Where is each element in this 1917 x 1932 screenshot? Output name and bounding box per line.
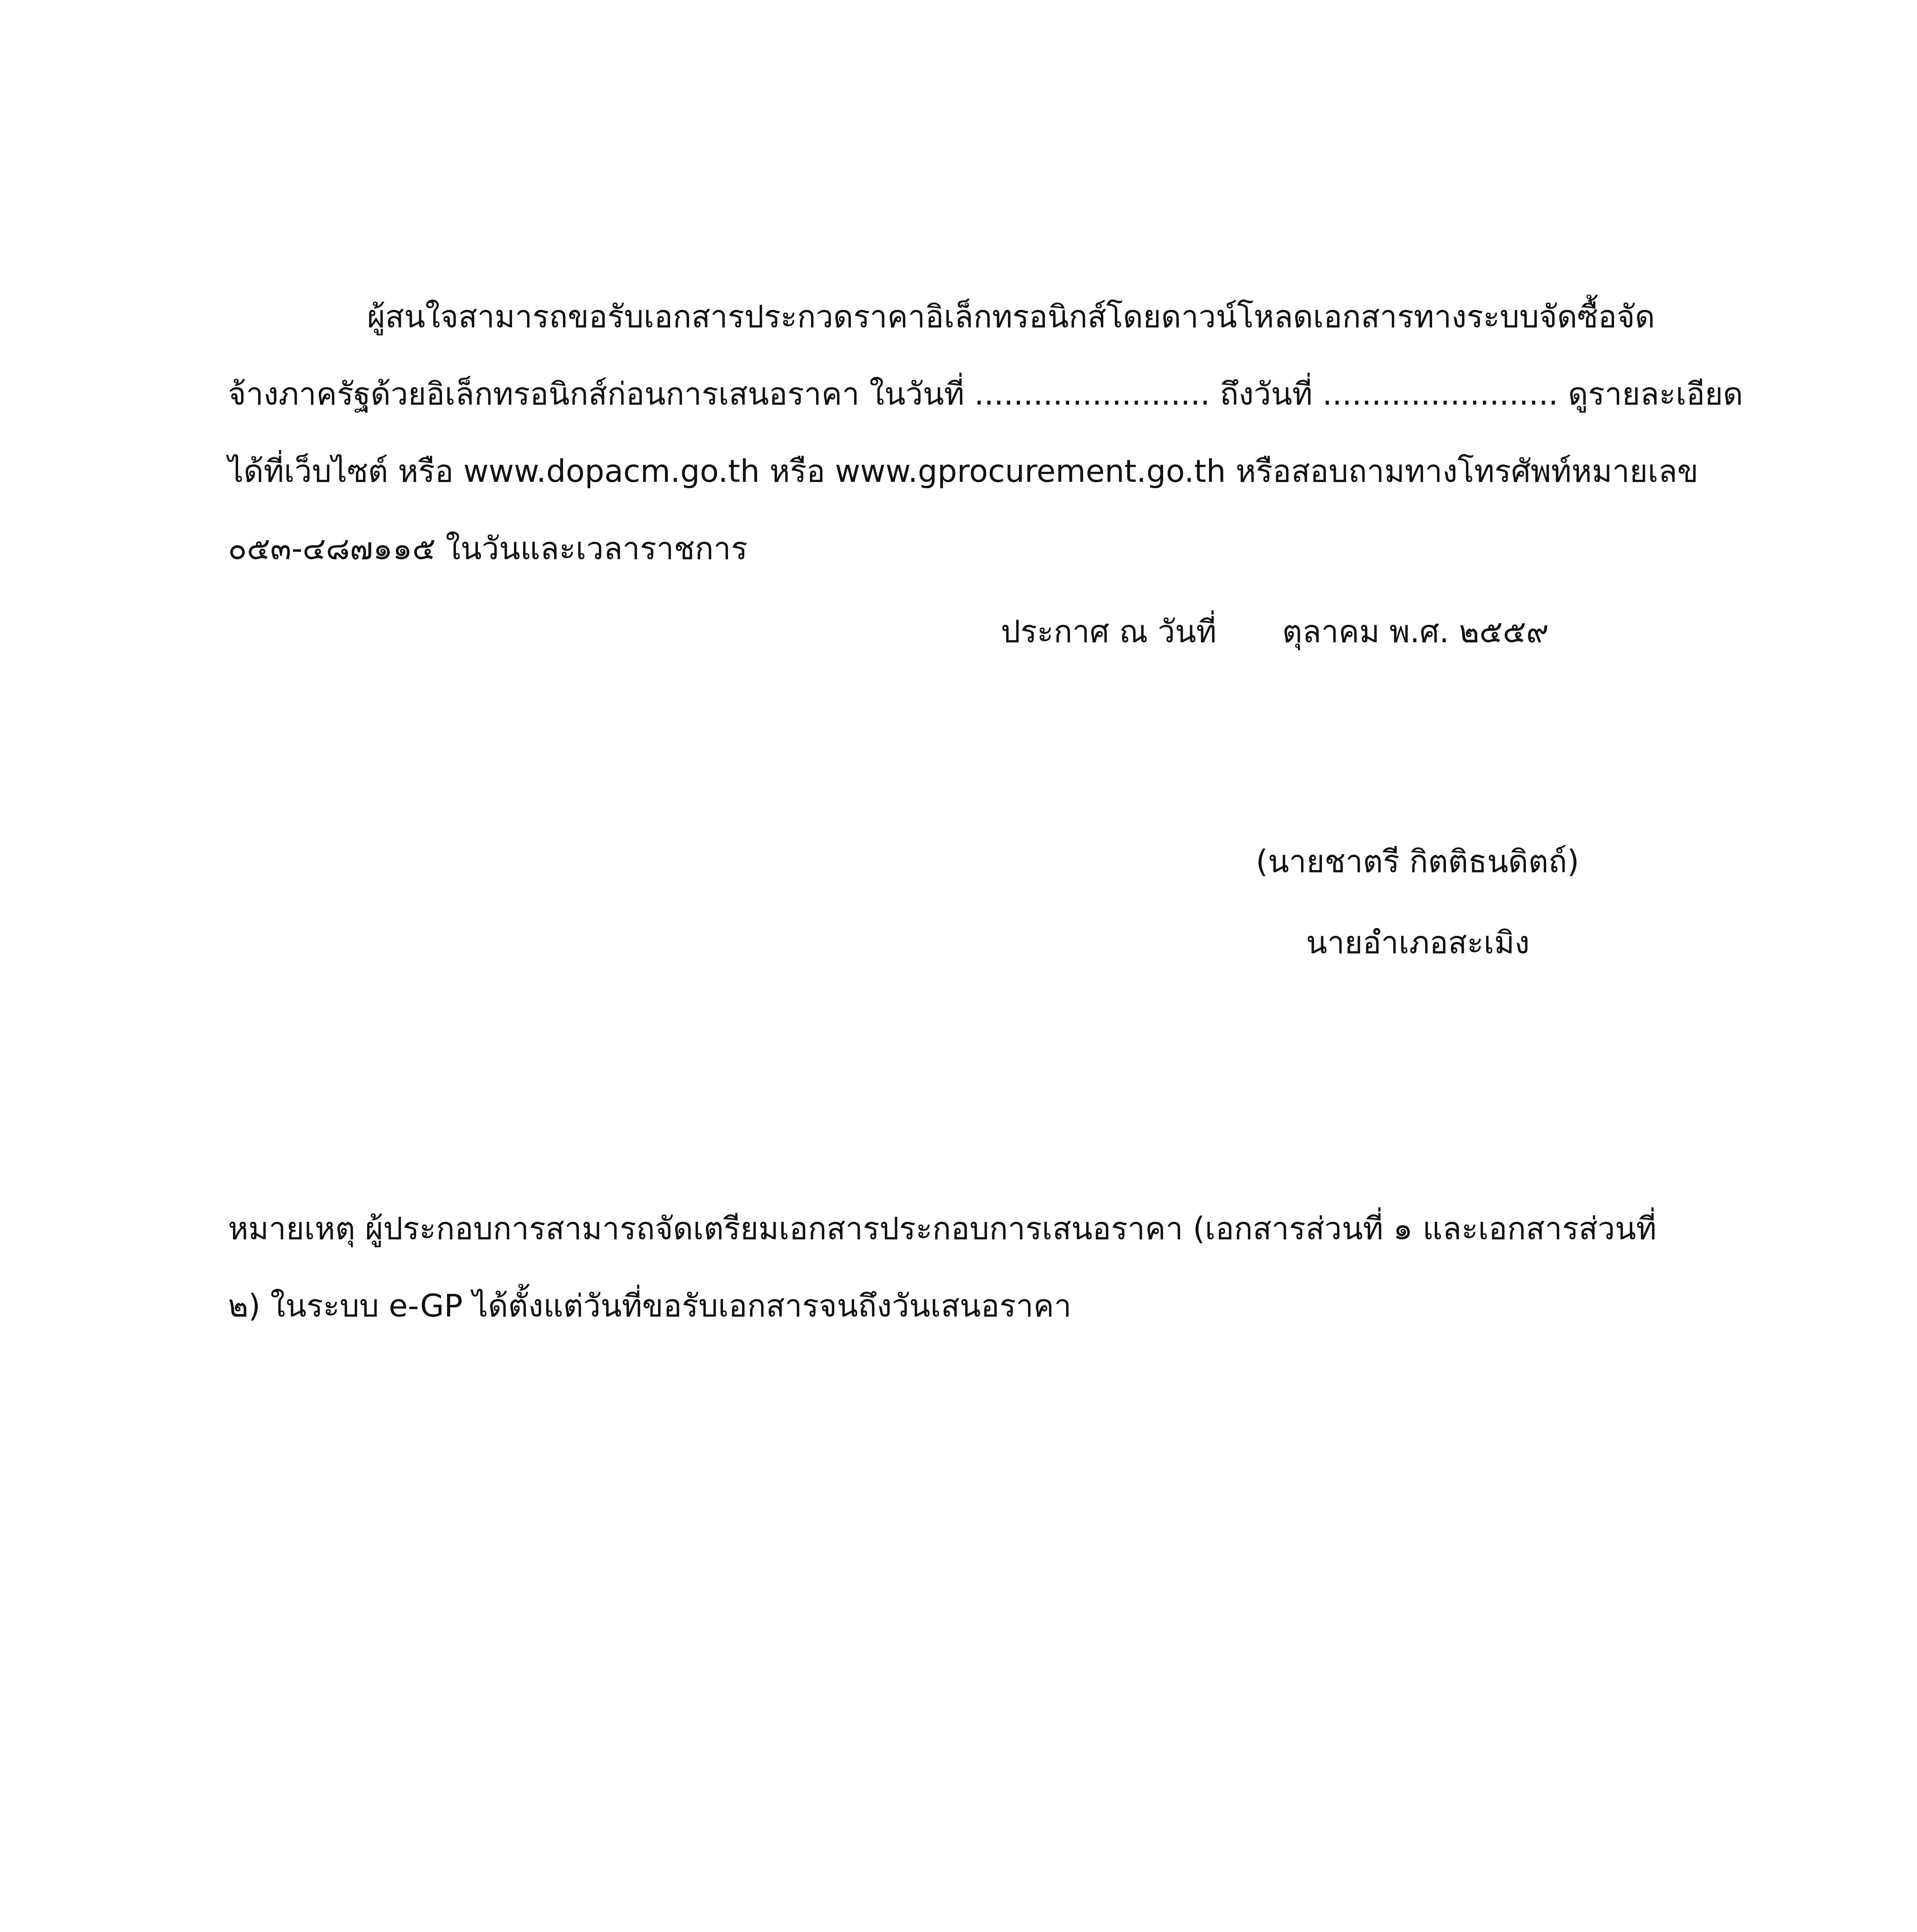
announcement-date: ตุลาคม พ.ศ. ๒๕๕๙ (1282, 614, 1549, 650)
paragraph-line: ผู้สนใจสามารถขอรับเอกสารประกวดราคาอิเล็กทรอนิกส์โดยดาวน์โหลดเอกสารทางระบบจัดซื้อจัด (367, 299, 1655, 335)
signatory-name: (นายชาตรี กิตติธนดิตถ์) (1256, 844, 1579, 879)
note-line: ๒) ในระบบ e-GP ได้ตั้งแต่วันที่ขอรับเอกสารจนถึงวันเสนอราคา (228, 1288, 1072, 1324)
paragraph-line: ๐๕๓-๔๘๗๑๑๕ ในวันและเวลาราชการ (228, 531, 748, 566)
paragraph-line: ได้ที่เว็บไซต์ หรือ www.dopacm.go.th หรือ www.gprocurement.go.th หรือสอบถามทางโทรศัพท์หมายเลข (228, 453, 1699, 489)
main-paragraph (228, 278, 1774, 587)
announcement-prefix: ประกาศ ณ วันที่ (1001, 614, 1217, 650)
signatory-title: นายอำเภอสะเมิง (1306, 925, 1530, 961)
announcement-date-line (1001, 609, 1549, 655)
note-paragraph (228, 1190, 1774, 1345)
paragraph-line: จ้างภาครัฐด้วยอิเล็กทรอนิกส์ก่อนการเสนอราคา ในวันที่ ........................ ถึงวันที่ ........................ ดูรายละเอียด (228, 376, 1743, 412)
note-line: หมายเหตุ ผู้ประกอบการสามารถจัดเตรียมเอกสารประกอบการเสนอราคา (เอกสารส่วนที่ ๑ และเอกสารส่วนที่ (228, 1211, 1657, 1247)
